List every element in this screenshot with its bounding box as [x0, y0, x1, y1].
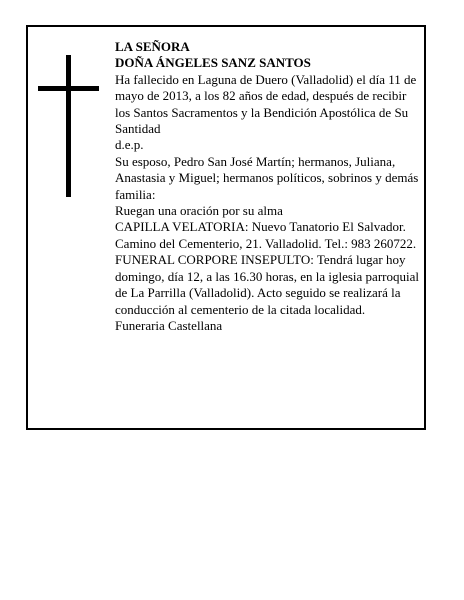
obituary-text [115, 39, 420, 334]
family-list: Su esposo, Pedro San José Martín; hermanos, Juliana, Anastasia y Miguel; hermanos políticos, sobrinos y demás familia: [115, 153, 419, 202]
chapel-info: CAPILLA VELATORIA: Nuevo Tanatorio El Salvador. Camino del Cementerio, 21. Valladolid. Tel.: 983 260722. [115, 219, 417, 251]
prayer-request: Ruegan una oración por su alma [115, 203, 283, 219]
funeral-home: Funeraria Castellana [115, 317, 223, 333]
cross-horizontal-bar [38, 86, 99, 91]
deceased-title: LA SEÑORA [115, 39, 190, 54]
cross-vertical-bar [66, 55, 71, 197]
dep-text: d.e.p. [115, 137, 144, 153]
funeral-info: FUNERAL CORPORE INSEPULTO: Tendrá lugar hoy domingo, día 12, a las 16.30 horas, en la iglesia parroquial de La Parrilla (Valladolid). Acto seguido se realizará la conducción al cementerio de la citada localidad. [115, 252, 419, 317]
death-announcement: Ha fallecido en Laguna de Duero (Valladolid) el día 11 de mayo de 2013, a los 82 años de edad, después de recibir los Santos Sacramentos y la Bendición Apostólica de Su Santidad [115, 71, 417, 137]
deceased-name: DOÑA ÁNGELES SANZ SANTOS [115, 55, 311, 71]
